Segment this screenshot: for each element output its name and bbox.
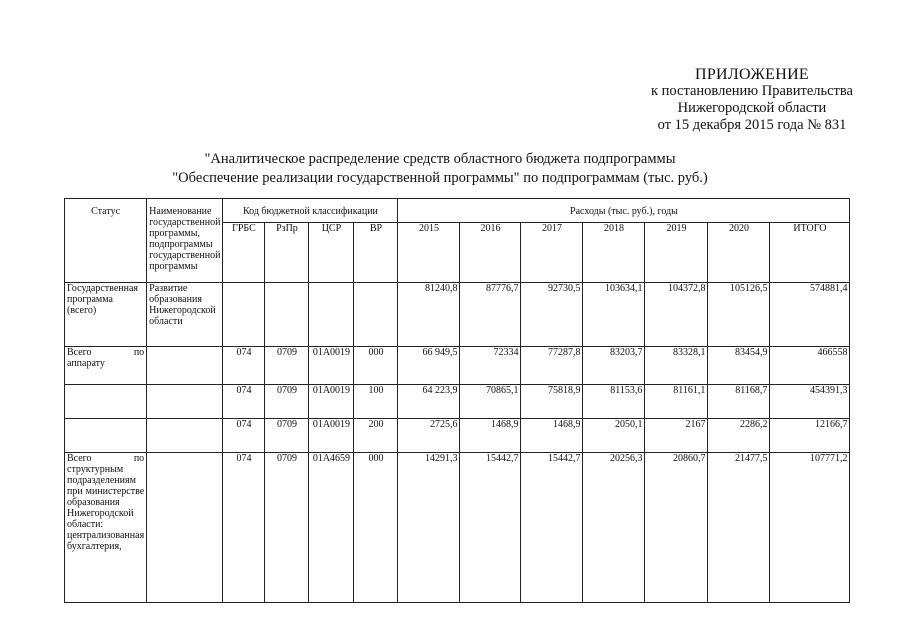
header-year-2018: 2018	[583, 223, 645, 283]
cell-2018: 103634,1	[583, 283, 645, 347]
appendix-line-2: Нижегородской области	[677, 100, 827, 116]
cell-2018: 20256,3	[583, 453, 645, 603]
cell-csr: 01А0019	[309, 419, 354, 453]
cell-name	[147, 385, 223, 419]
header-rzpr: РзПр	[265, 223, 309, 283]
cell-2018: 83203,7	[583, 347, 645, 385]
cell-name	[147, 453, 223, 603]
cell-2019: 2167	[645, 419, 708, 453]
cell-vr: 100	[354, 385, 398, 419]
cell-vr: 000	[354, 453, 398, 603]
header-name: Наименование государственной программы, подпрограммы государственной программы	[147, 199, 223, 283]
cell-rzpr	[265, 283, 309, 347]
appendix-line-3: от 15 декабря 2015 года № 831	[657, 117, 847, 133]
header-year-2016: 2016	[460, 223, 521, 283]
cell-csr	[309, 283, 354, 347]
table-row	[65, 347, 850, 385]
cell-2015: 66 949,5	[398, 347, 460, 385]
cell-2019: 83328,1	[645, 347, 708, 385]
appendix-title: ПРИЛОЖЕНИЕ	[694, 66, 809, 83]
table-row	[65, 283, 850, 347]
cell-name	[147, 419, 223, 453]
cell-csr: 01А0019	[309, 385, 354, 419]
table-row	[65, 419, 850, 453]
cell-grbs: 074	[223, 419, 265, 453]
cell-2016: 72334	[460, 347, 521, 385]
cell-2018: 81153,6	[583, 385, 645, 419]
cell-2015: 64 223,9	[398, 385, 460, 419]
cell-2015: 2725,6	[398, 419, 460, 453]
cell-rzpr: 0709	[265, 419, 309, 453]
cell-2016: 87776,7	[460, 283, 521, 347]
cell-2020: 2286,2	[708, 419, 770, 453]
cell-total: 454391,3	[770, 385, 850, 419]
cell-2017: 77287,8	[521, 347, 583, 385]
cell-status: Всего по аппарату	[65, 347, 147, 385]
document-title-line-1: "Аналитическое распределение средств областного бюджета подпрограммы	[204, 151, 676, 167]
cell-2019: 20860,7	[645, 453, 708, 603]
cell-total: 466558	[770, 347, 850, 385]
cell-status: Государственная программа (всего)	[65, 283, 147, 347]
cell-2020: 81168,7	[708, 385, 770, 419]
cell-2017: 15442,7	[521, 453, 583, 603]
cell-2016: 70865,1	[460, 385, 521, 419]
cell-csr: 01А4659	[309, 453, 354, 603]
cell-grbs: 074	[223, 453, 265, 603]
header-csr: ЦСР	[309, 223, 354, 283]
cell-name	[147, 347, 223, 385]
cell-2017: 1468,9	[521, 419, 583, 453]
cell-2015: 81240,8	[398, 283, 460, 347]
cell-csr: 01А0019	[309, 347, 354, 385]
cell-total: 574881,4	[770, 283, 850, 347]
header-year-2020: 2020	[708, 223, 770, 283]
cell-rzpr: 0709	[265, 347, 309, 385]
cell-grbs: 074	[223, 385, 265, 419]
cell-2020: 21477,5	[708, 453, 770, 603]
cell-2017: 75818,9	[521, 385, 583, 419]
header-year-2015: 2015	[398, 223, 460, 283]
document-title-line-2: "Обеспечение реализации государственной программы" по подпрограммам (тыс. руб.)	[172, 170, 708, 186]
cell-2018: 2050,1	[583, 419, 645, 453]
appendix-line-1: к постановлению Правительства	[651, 83, 853, 99]
cell-vr: 000	[354, 347, 398, 385]
appendix-block	[651, 66, 853, 134]
header-grbs: ГРБС	[223, 223, 265, 283]
cell-status	[65, 419, 147, 453]
header-year-2017: 2017	[521, 223, 583, 283]
table-row	[65, 453, 850, 603]
cell-status: Всего по структурным подразделениям при министерстве образования Нижегородской области: централизованная бухгалтерия,	[65, 453, 147, 603]
header-code-group: Код бюджетной классификации	[223, 199, 398, 223]
table-row	[65, 385, 850, 419]
cell-grbs	[223, 283, 265, 347]
cell-grbs: 074	[223, 347, 265, 385]
cell-rzpr: 0709	[265, 385, 309, 419]
cell-2019: 104372,8	[645, 283, 708, 347]
budget-table	[64, 198, 850, 603]
cell-2019: 81161,1	[645, 385, 708, 419]
header-row-1	[65, 199, 850, 223]
cell-rzpr: 0709	[265, 453, 309, 603]
header-year-2019: 2019	[645, 223, 708, 283]
cell-2017: 92730,5	[521, 283, 583, 347]
cell-total: 12166,7	[770, 419, 850, 453]
cell-name: Развитие образования Нижегородской области	[147, 283, 223, 347]
cell-status	[65, 385, 147, 419]
header-expenses-group: Расходы (тыс. руб.), годы	[398, 199, 850, 223]
cell-2016: 1468,9	[460, 419, 521, 453]
cell-2020: 105126,5	[708, 283, 770, 347]
cell-2016: 15442,7	[460, 453, 521, 603]
cell-2015: 14291,3	[398, 453, 460, 603]
cell-total: 107771,2	[770, 453, 850, 603]
header-vr: ВР	[354, 223, 398, 283]
document-title	[150, 150, 730, 188]
cell-vr	[354, 283, 398, 347]
header-status: Статус	[65, 199, 147, 283]
header-total: ИТОГО	[770, 223, 850, 283]
cell-2020: 83454,9	[708, 347, 770, 385]
cell-vr: 200	[354, 419, 398, 453]
